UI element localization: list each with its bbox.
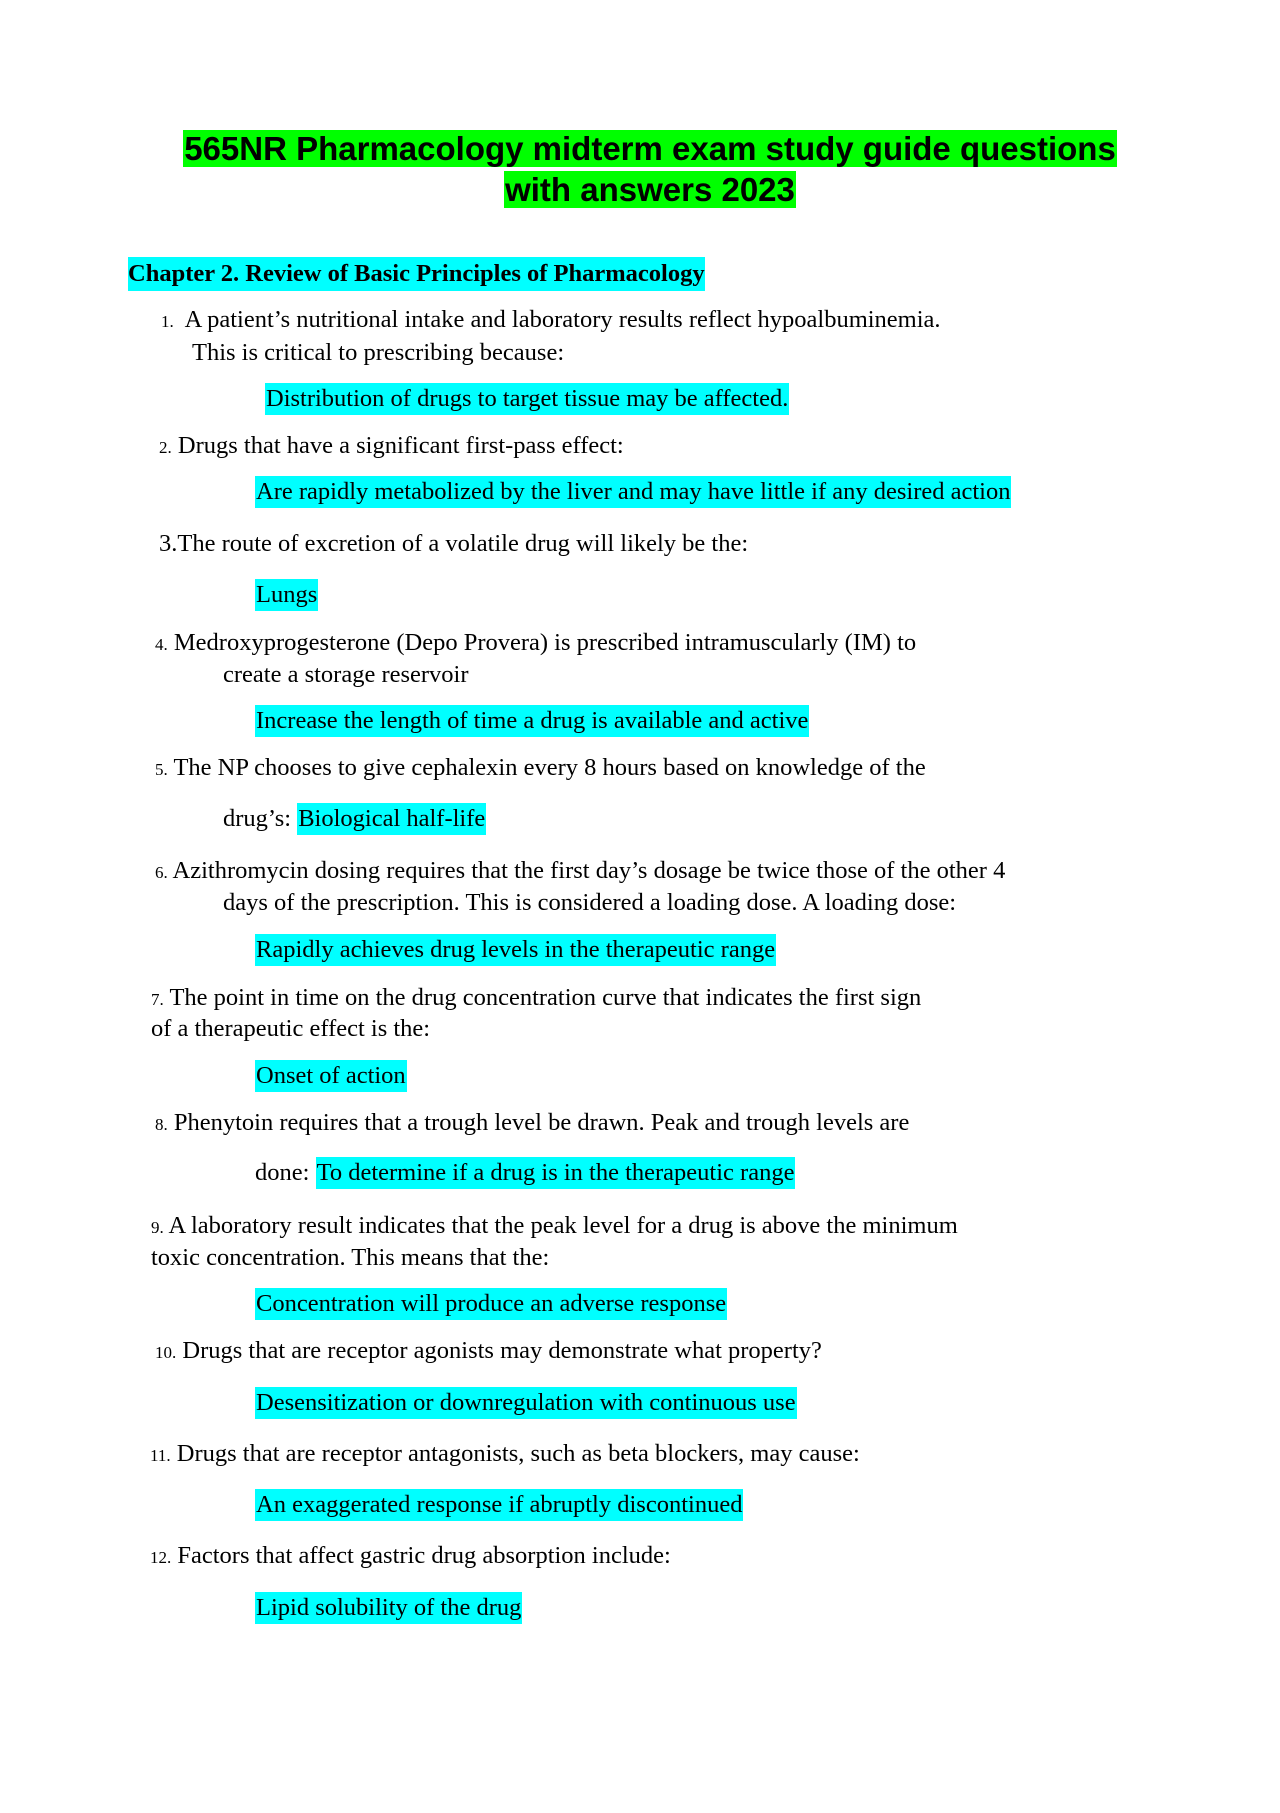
answer-4 (255, 706, 809, 736)
answer-text: Rapidly achieves drug levels in the therapeutic range (255, 934, 776, 966)
question-6-line-2: days of the prescription. This is considered a loading dose. A loading dose: (223, 889, 957, 916)
answer-text: Desensitization or downregulation with continuous use (255, 1387, 797, 1419)
answer-9 (255, 1289, 727, 1319)
answer-11 (255, 1490, 743, 1520)
answer-12 (255, 1593, 522, 1623)
question-7 (151, 983, 921, 1015)
question-number: 8. (155, 1115, 168, 1134)
question-7-line-2: of a therapeutic effect is the: (151, 1015, 431, 1042)
question-text: drug’s: (223, 805, 292, 832)
question-text: A patient’s nutritional intake and laboratory results reflect hypoalbuminemia. (184, 306, 941, 333)
question-text: Azithromycin dosing requires that the first day’s dosage be twice those of the other 4 (172, 857, 1006, 884)
answer-5: Biological half-life (297, 803, 486, 835)
question-text: Drugs that are receptor agonists may demonstrate what property? (182, 1337, 822, 1364)
question-number: 4. (155, 635, 168, 654)
answer-text: Lungs (255, 579, 318, 611)
question-number: 5. (155, 760, 168, 779)
question-text: Drugs that have a significant first-pass effect: (177, 432, 624, 459)
title-line-2: with answers 2023 (505, 171, 795, 208)
question-number: 1. (161, 312, 174, 331)
question-text: Phenytoin requires that a trough level be drawn. Peak and trough levels are (173, 1109, 910, 1136)
document-title (0, 128, 1280, 170)
answer-text: Lipid solubility of the drug (255, 1592, 522, 1624)
question-4 (155, 628, 916, 660)
question-11 (150, 1439, 860, 1471)
question-1-line-2: This is critical to prescribing because: (192, 339, 565, 366)
title-line-1: 565NR Pharmacology midterm exam study guide questions (184, 130, 1116, 167)
question-number: 7. (151, 990, 164, 1009)
answer-1 (265, 384, 789, 414)
question-3 (159, 529, 748, 559)
question-1 (161, 305, 941, 337)
answer-7 (255, 1061, 407, 1091)
answer-text: Distribution of drugs to target tissue may be affected. (265, 383, 789, 415)
answer-text: Are rapidly metabolized by the liver and may have little if any desired action (255, 476, 1011, 508)
question-2 (159, 431, 624, 463)
question-number: 12. (150, 1548, 172, 1567)
question-4-line-2: create a storage reservoir (223, 661, 469, 688)
question-9-line-2: toxic concentration. This means that the: (151, 1244, 550, 1271)
question-8 (155, 1108, 909, 1140)
question-12 (150, 1541, 671, 1573)
answer-text: An exaggerated response if abruptly discontinued (255, 1489, 743, 1521)
answer-8: To determine if a drug is in the therapeutic range (316, 1157, 796, 1189)
document-title-2 (0, 169, 1280, 211)
question-number: 9. (151, 1218, 164, 1237)
question-text: Drugs that are receptor antagonists, such as beta blockers, may cause: (176, 1440, 860, 1467)
chapter-heading: Chapter 2. Review of Basic Principles of Pharmacology (128, 257, 705, 291)
question-8-line-2 (255, 1158, 795, 1188)
question-number: 2. (159, 438, 172, 457)
question-text: A laboratory result indicates that the peak level for a drug is above the minimum (168, 1212, 958, 1239)
question-text: done: (255, 1159, 310, 1186)
question-5 (155, 753, 926, 785)
question-number: 6. (155, 863, 168, 882)
question-text: Medroxyprogesterone (Depo Provera) is prescribed intramuscularly (IM) to (173, 629, 917, 656)
answer-6 (255, 935, 776, 965)
answer-text: Increase the length of time a drug is available and active (255, 705, 809, 737)
answer-text: Concentration will produce an adverse response (255, 1288, 727, 1320)
question-number: 3. (159, 530, 178, 557)
answer-10 (255, 1388, 797, 1418)
question-number: 11. (150, 1446, 171, 1465)
question-text: The route of excretion of a volatile drug will likely be the: (177, 530, 749, 557)
answer-2 (255, 477, 1011, 507)
question-number: 10. (155, 1343, 177, 1362)
answer-3 (255, 580, 318, 610)
question-6 (155, 856, 1005, 888)
question-9 (151, 1211, 958, 1243)
question-text: Factors that affect gastric drug absorption include: (177, 1542, 671, 1569)
answer-text: Onset of action (255, 1060, 407, 1092)
question-5-line-2 (223, 804, 486, 834)
question-10 (155, 1336, 822, 1368)
question-text: The NP chooses to give cephalexin every 8 hours based on knowledge of the (173, 754, 926, 781)
question-text: The point in time on the drug concentration curve that indicates the first sign (169, 984, 922, 1011)
